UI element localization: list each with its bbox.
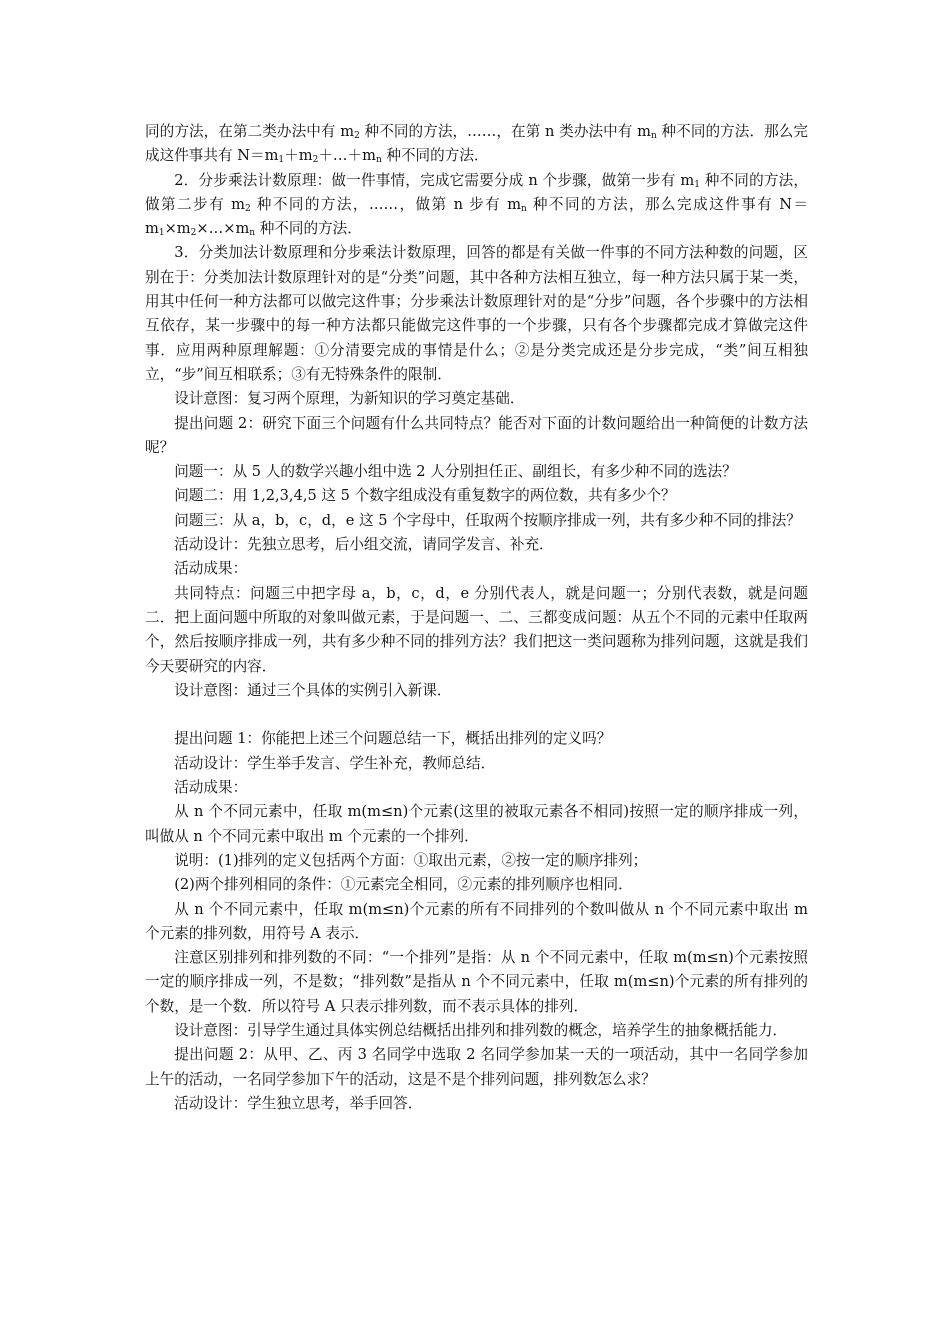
paragraph: 活动设计：学生独立思考，举手回答． [174,1094,423,1112]
document-body [145,120,808,1116]
paragraph: 同的方法，在第二类办法中有 $m_2$ 种不同的方法，……，在第 n 类办法中有 $m_n$ 种不同的方法．那么完成这件事共有 $N=m_1+m_2+\dots+m_n$ 种不同的方法． [145,123,809,166]
paragraph: 提出问题 1：你能把上述三个问题总结一下，概括出排列的定义吗？ [174,730,612,748]
paragraph: 2．分步乘法计数原理：做一件事情，完成它需要分成 n 个步骤，做第一步有 $m_1$ 种不同的方法，做第二步有 $m_2$ 种不同的方法，……，做第 n 步有 $m_n$ 种不同的方法，那么完成这件事有 $N=m_1\times m_2\times\dots\times m_n$ 种不同的方法． [145,171,809,239]
paragraph: (2)两个排列相同的条件：①元素完全相同，②元素的排列顺序也相同． [174,876,633,894]
paragraph: 从 n 个不同元素中，任取 m(m≤n)个元素(这里的被取元素各不相同)按照一定的顺序排成一列，叫做从 n 个不同元素中取出 m 个元素的一个排列． [145,803,808,845]
paragraph: 提出问题 2：研究下面三个问题有什么共同特点？能否对下面的计数问题给出一种简便的计数方法呢？ [145,414,808,456]
paragraph: 设计意图：通过三个具体的实例引入新课． [174,681,452,699]
paragraph: 活动成果： [174,779,248,797]
paragraph: 设计意图：引导学生通过具体实例总结概括出排列和排列数的概念，培养学生的抽象概括能力． [174,1021,788,1039]
paragraph: 说明：(1)排列的定义包括两个方面：①取出元素，②按一定的顺序排列； [174,851,648,869]
paragraph: 注意区别排列和排列数的不同：“一个排列”是指：从 n 个不同元素中，任取 m(m≤n)个元素按照一定的顺序排成一列，不是数；“排列数”是指从 n 个不同元素中，任取 m(m≤n)个元素的所有排列的个数，是一个数．所以符号 A 只表示排列数，而不表示具体的排列． [145,949,808,1015]
paragraph-gap [145,703,808,727]
paragraph: 设计意图：复习两个原理，为新知识的学习奠定基础． [174,390,525,408]
paragraph: 共同特点：问题三中把字母 a，b，c，d，e 分别代表人，就是问题一；分别代表数，就是问题二．把上面问题中所取的对象叫做元素，于是问题一、二、三都变成问题：从五个不同的元素中任取两个，然后按顺序排成一列，共有多少种不同的排列方法？我们把这一类问题称为排列问题，这就是我们今天要研究的内容． [145,584,808,675]
paragraph: 提出问题 2：从甲、乙、丙 3 名同学中选取 2 名同学参加某一天的一项活动，其中一名同学参加上午的活动，一名同学参加下午的活动，这是不是个排列问题，排列数怎么求？ [145,1046,808,1088]
paragraph: 问题二：用 1,2,3,4,5 这 5 个数字组成没有重复数字的两位数，共有多少个？ [174,487,676,505]
paragraph: 3．分类加法计数原理和分步乘法计数原理，回答的都是有关做一件事的不同方法种数的问题，区别在于：分类加法计数原理针对的是“分类”问题，其中各种方法相互独立，每一种方法只属于某一类，用其中任何一种方法都可以做完这件事；分步乘法计数原理针对的是“分步”问题，各个步骤中的方法相互依存，某一步骤中的每一种方法都只能做完这件事的一个步骤，只有各个步骤都完成才算做完这件事．应用两种原理解题：①分清要完成的事情是什么；②是分类完成还是分步完成，“类”间互相独立，“步”间互相联系；③有无特殊条件的限制． [145,244,808,383]
paragraph: 活动设计：先独立思考，后小组交流，请同学发言、补充． [174,536,554,554]
paragraph: 从 n 个不同元素中，任取 m(m≤n)个元素的所有不同排列的个数叫做从 n 个不同元素中取出 m 个元素的排列数，用符号 A 表示． [145,900,808,942]
paragraph: 活动成果： [174,560,248,578]
paragraph: 问题一：从 5 人的数学兴趣小组中选 2 人分别担任正、副组长，有多少种不同的选法？ [174,463,737,481]
paragraph: 问题三：从 a，b，c，d，e 这 5 个字母中，任取两个按顺序排成一列，共有多少种不同的排法？ [174,511,801,529]
paragraph: 活动设计：学生举手发言、学生补充，教师总结． [174,754,496,772]
